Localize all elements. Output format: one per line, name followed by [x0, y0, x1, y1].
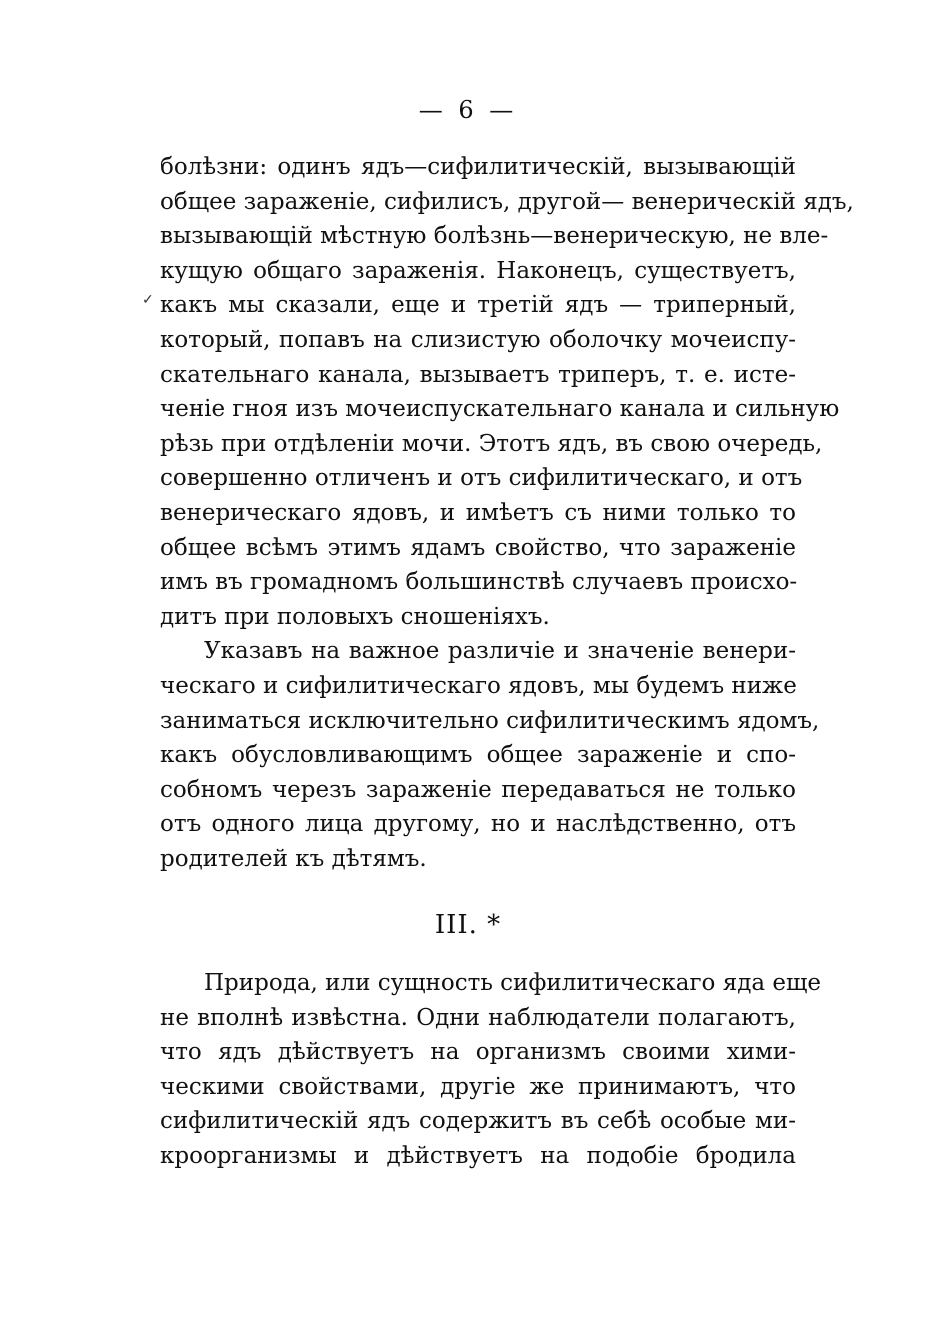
- text-line: Природа, или сущность сифилитическаго яда еще: [204, 970, 822, 996]
- text-line: какъ мы сказали, еще и третій ядъ — триперный,: [160, 292, 796, 319]
- section-heading: III. *: [434, 910, 502, 940]
- text-line: ченіе гноя изъ мочеиспускательнаго канала и сильную: [160, 396, 840, 423]
- text-line: Указавъ на важное различіе и значеніе венери-: [204, 638, 796, 665]
- text-line: не вполнѣ извѣстна. Одни наблюдатели полагаютъ,: [160, 1004, 796, 1031]
- text-line: скательнаго канала, вызываетъ триперъ, т. е. исте-: [160, 361, 796, 388]
- text-line: дитъ при половыхъ сношеніяхъ.: [160, 603, 550, 630]
- body-text-top: [160, 150, 854, 876]
- text-line: сифилитическій ядъ содержитъ въ себѣ особые ми-: [160, 1108, 796, 1135]
- margin-pencil-mark: ✓: [142, 292, 154, 308]
- text-line: собномъ черезъ зараженіе передаваться не только: [160, 776, 796, 803]
- text-line: общее всѣмъ этимъ ядамъ свойство, что зараженіе: [160, 534, 796, 561]
- page-number: — 6 —: [418, 96, 518, 124]
- text-line: какъ обусловливающимъ общее зараженіе и спо-: [160, 742, 796, 769]
- text-line: ческаго и сифилитическаго ядовъ, мы будемъ ниже: [160, 672, 797, 699]
- text-line: совершенно отличенъ и отъ сифилитическаго, и отъ: [160, 465, 803, 492]
- text-line: вызывающій мѣстную болѣзнь—венерическую, не вле-: [160, 223, 829, 250]
- text-line: общее зараженіе, сифилисъ, другой— венерическій ядъ,: [160, 188, 854, 215]
- text-line: отъ одного лица другому, но и наслѣдственно, отъ: [160, 811, 796, 838]
- text-line: кущую общаго зараженія. Наконецъ, существуетъ,: [160, 257, 796, 284]
- text-line: родителей къ дѣтямъ.: [160, 845, 427, 872]
- text-line: кроорганизмы и дѣйствуетъ на подобіе бродила: [160, 1142, 796, 1169]
- text-line: венерическаго ядовъ, и имѣетъ съ ними только то: [160, 499, 796, 526]
- text-line: имъ въ громадномъ большинствѣ случаевъ происхо-: [160, 569, 798, 596]
- body-text-bottom: [160, 966, 822, 1174]
- text-line: заниматься исключительно сифилитическимъ ядомъ,: [160, 707, 820, 734]
- text-line: ческими свойствами, другіе же принимаютъ, что: [160, 1073, 796, 1100]
- text-line: рѣзь при отдѣленіи мочи. Этотъ ядъ, въ свою очередь,: [160, 430, 823, 457]
- text-line: что ядъ дѣйствуетъ на организмъ своими хими-: [160, 1039, 796, 1066]
- text-line: который, попавъ на слизистую оболочку мочеиспу-: [160, 326, 796, 353]
- text-line: болѣзни: одинъ ядъ—сифилитическій, вызывающій: [160, 154, 796, 180]
